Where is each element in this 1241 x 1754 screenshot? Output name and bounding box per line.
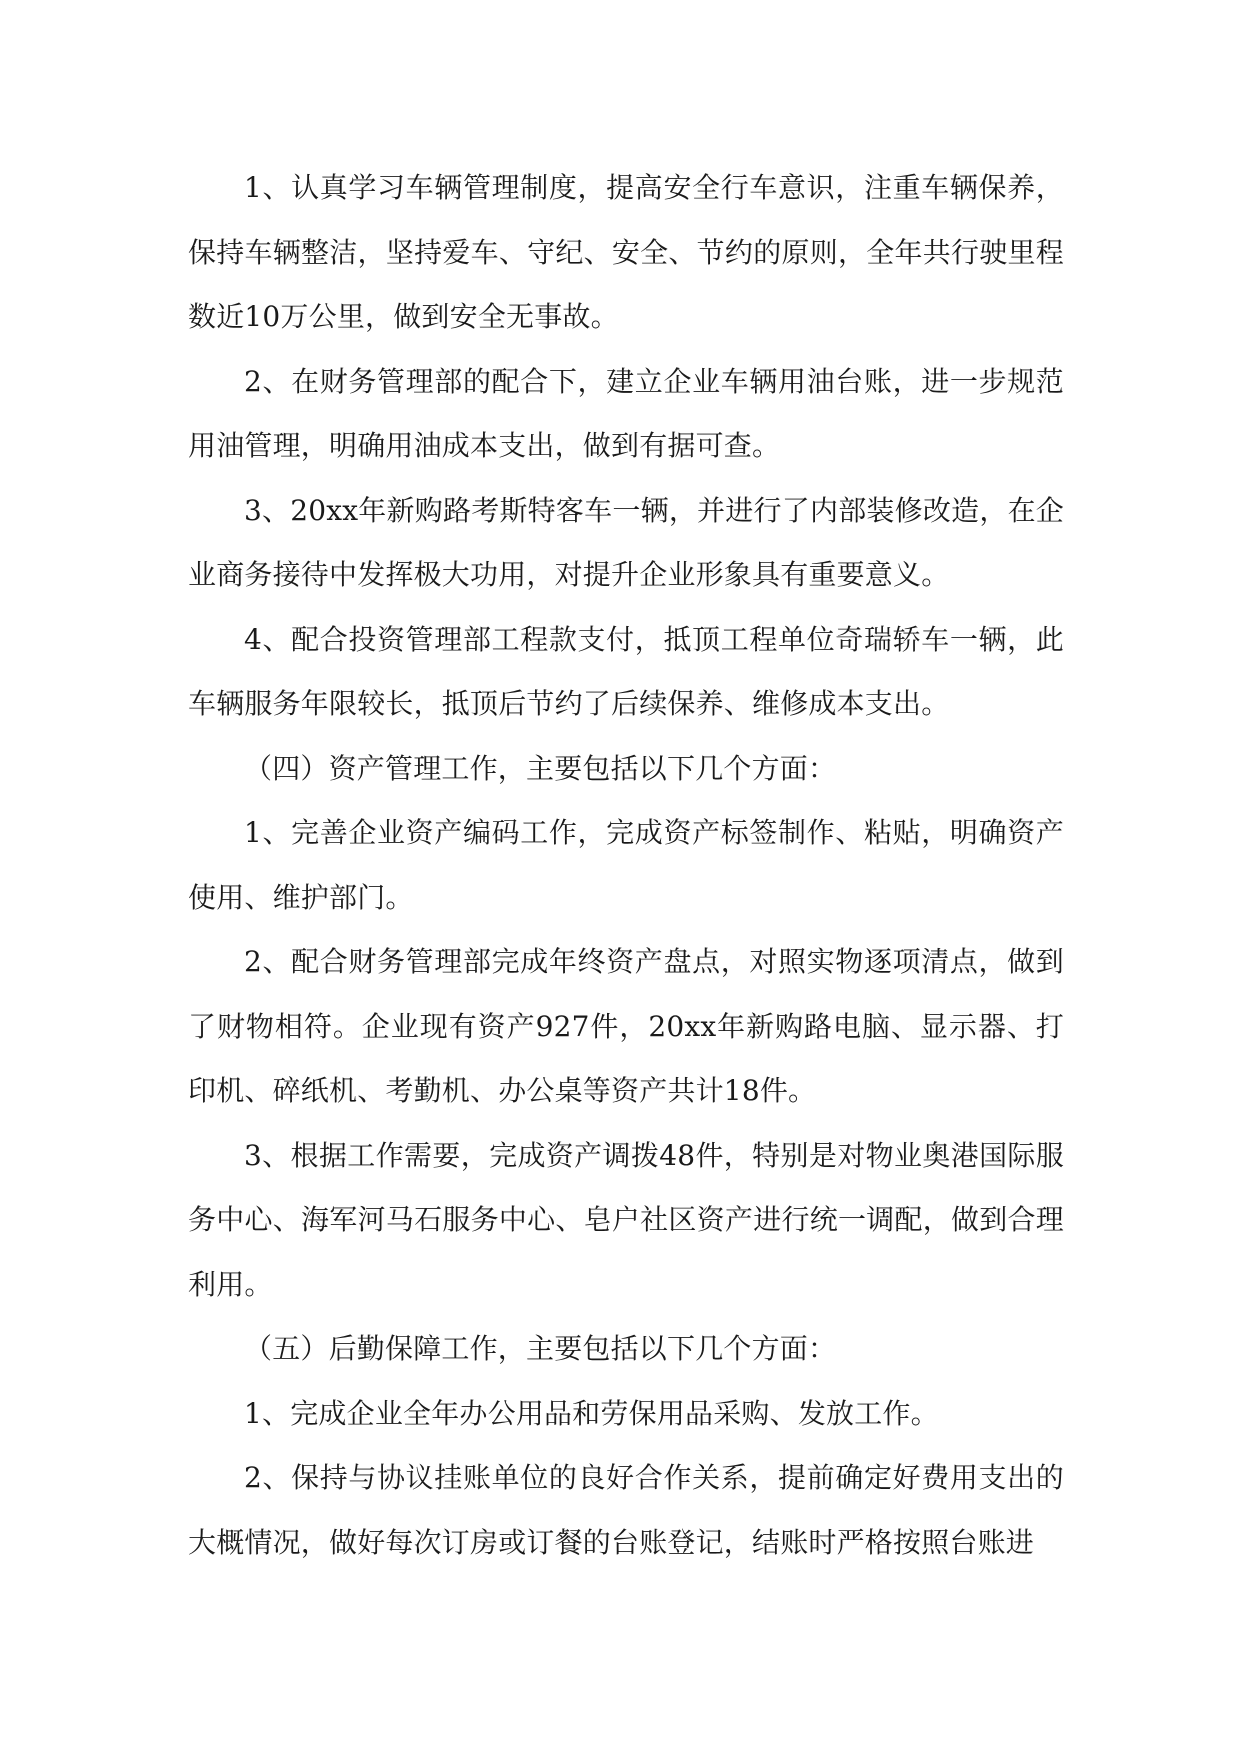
- paragraph-asset-3: 3、根据工作需要，完成资产调拨48件，特别是对物业奥港国际服务中心、海军河马石服务中心、皂户社区资产进行统一调配，做到合理利用。: [188, 1138, 1064, 1301]
- section-heading-logistics: （五）后勤保障工作，主要包括以下几个方面：: [244, 1332, 837, 1365]
- paragraph-vehicle-3: 3、20xx年新购路考斯特客车一辆，并进行了内部装修改造，在企业商务接待中发挥极大功用，对提升企业形象具有重要意义。: [188, 493, 1064, 591]
- paragraph-asset-2: 2、配合财务管理部完成年终资产盘点，对照实物逐项清点，做到了财物相符。企业现有资产927件，20xx年新购路电脑、显示器、打印机、碎纸机、考勤机、办公桌等资产共计18件。: [188, 945, 1064, 1107]
- paragraph-logistics-1: 1、完成企业全年办公用品和劳保用品采购、发放工作。: [244, 1396, 939, 1430]
- paragraph-logistics-2: 2、保持与协议挂账单位的良好合作关系，提前确定好费用支出的大概情况，做好每次订房或订餐的台账登记，结账时严格按照台账进: [188, 1461, 1064, 1559]
- paragraph-vehicle-4: 4、配合投资管理部工程款支付，抵顶工程单位奇瑞轿车一辆，此车辆服务年限较长，抵顶后节约了后续保养、维修成本支出。: [188, 622, 1064, 720]
- paragraph-asset-1: 1、完善企业资产编码工作，完成资产标签制作、粘贴，明确资产使用、维护部门。: [188, 816, 1064, 914]
- section-heading-asset-management: （四）资产管理工作，主要包括以下几个方面：: [244, 751, 837, 785]
- document-page: [188, 156, 1064, 1575]
- paragraph-vehicle-1: 1、认真学习车辆管理制度，提高安全行车意识，注重车辆保养，保持车辆整洁，坚持爱车、守纪、安全、节约的原则，全年共行驶里程数近10万公里，做到安全无事故。: [188, 171, 1064, 333]
- paragraph-vehicle-2: 2、在财务管理部的配合下，建立企业车辆用油台账，进一步规范用油管理，明确用油成本支出，做到有据可查。: [188, 364, 1064, 462]
